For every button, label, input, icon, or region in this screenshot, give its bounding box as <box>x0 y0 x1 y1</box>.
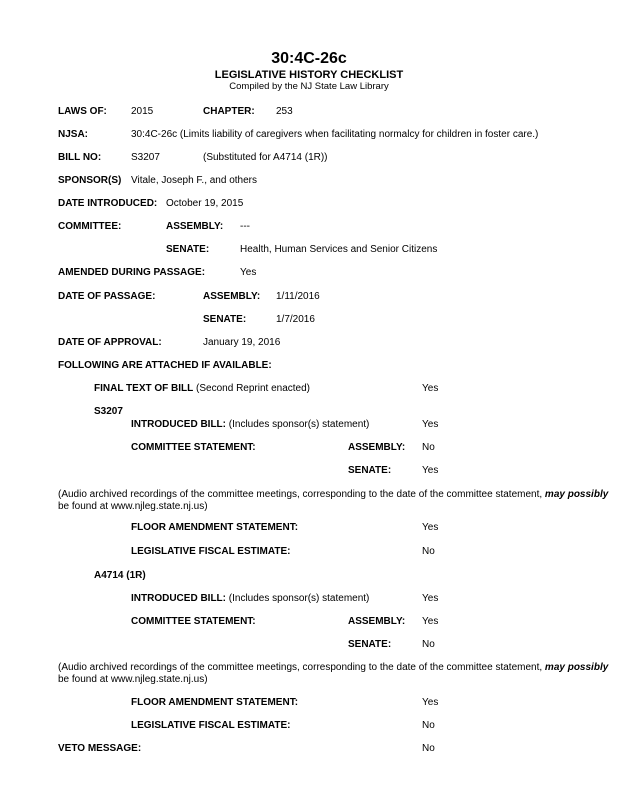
s3207-assembly-value: No <box>422 442 435 453</box>
s3207-fiscal-value: No <box>422 546 435 557</box>
s3207-audio-note-line1 <box>58 489 608 501</box>
s3207-senate-value: Yes <box>422 465 439 476</box>
compiled-by: Compiled by the NJ State Law Library <box>229 81 389 92</box>
a4714-senate-label: SENATE: <box>348 639 392 650</box>
amended-value: Yes <box>240 267 257 278</box>
a4714-audio-pre: (Audio archived recordings of the committee meetings, corresponding to the date of the committee statement, <box>58 662 545 673</box>
sponsors-value: Vitale, Joseph F., and others <box>131 175 258 186</box>
a4714-fiscal-value: No <box>422 720 435 731</box>
a4714-committee-label: COMMITTEE STATEMENT: <box>131 616 256 627</box>
approval-label: DATE OF APPROVAL: <box>58 337 162 348</box>
approval-value: January 19, 2016 <box>203 337 281 348</box>
a4714-audio-note-line1 <box>58 662 608 674</box>
laws-of-label: LAWS OF: <box>58 106 107 117</box>
chapter-label: CHAPTER: <box>203 106 255 117</box>
s3207-audio-pre: (Audio archived recordings of the committee meetings, corresponding to the date of the committee statement, <box>58 489 545 500</box>
bill-no-note: (Substituted for A4714 (1R)) <box>203 152 328 163</box>
s3207-introduced-row <box>131 419 369 431</box>
passage-assembly-label: ASSEMBLY: <box>203 291 261 302</box>
a4714-introduced-note: (Includes sponsor(s) statement) <box>228 593 370 604</box>
a4714-assembly-value: Yes <box>422 616 439 627</box>
chapter-value: 253 <box>276 106 293 117</box>
amended-label: AMENDED DURING PASSAGE: <box>58 267 206 278</box>
bill-no-label: BILL NO: <box>58 152 102 163</box>
s3207-audio-emphasis: may possibly <box>544 489 609 500</box>
passage-senate-value: 1/7/2016 <box>276 314 315 325</box>
passage-assembly-value: 1/11/2016 <box>276 291 320 302</box>
final-text-label: FINAL TEXT OF BILL <box>94 383 194 394</box>
a4714-fiscal-label: LEGISLATIVE FISCAL ESTIMATE: <box>131 720 291 731</box>
s3207-bill: S3207 <box>94 406 123 417</box>
a4714-introduced-label: INTRODUCED BILL: <box>131 593 226 604</box>
final-text-note: (Second Reprint enacted) <box>196 383 311 394</box>
a4714-audio-note-line2: be found at www.njleg.state.nj.us) <box>58 674 208 685</box>
s3207-floor-label: FLOOR AMENDMENT STATEMENT: <box>131 522 299 533</box>
s3207-introduced-label: INTRODUCED BILL: <box>131 419 226 430</box>
s3207-introduced-value: Yes <box>422 419 439 430</box>
final-text-value: Yes <box>422 383 439 394</box>
njsa-label: NJSA: <box>58 129 89 140</box>
bill-no-value: S3207 <box>131 152 160 163</box>
committee-senate-label: SENATE: <box>166 244 210 255</box>
s3207-audio-note-line2: be found at www.njleg.state.nj.us) <box>58 501 208 512</box>
page-title: 30:4C-26c <box>271 50 347 67</box>
s3207-committee-label: COMMITTEE STATEMENT: <box>131 442 256 453</box>
a4714-audio-emphasis: may possibly <box>544 662 609 673</box>
veto-value: No <box>422 743 435 754</box>
sponsors-label: SPONSOR(S) <box>58 175 122 186</box>
s3207-senate-label: SENATE: <box>348 465 392 476</box>
a4714-introduced-row <box>131 593 369 605</box>
a4714-introduced-value: Yes <box>422 593 439 604</box>
a4714-floor-label: FLOOR AMENDMENT STATEMENT: <box>131 697 299 708</box>
checklist-heading: LEGISLATIVE HISTORY CHECKLIST <box>214 69 404 81</box>
date-introduced-value: October 19, 2015 <box>166 198 244 209</box>
committee-assembly-value: --- <box>240 221 250 232</box>
committee-assembly-label: ASSEMBLY: <box>166 221 224 232</box>
passage-senate-label: SENATE: <box>203 314 247 325</box>
njsa-value: 30:4C-26c (Limits liability of caregivers when facilitating normalcy for children in foster care.) <box>131 129 539 140</box>
a4714-assembly-label: ASSEMBLY: <box>348 616 406 627</box>
passage-label: DATE OF PASSAGE: <box>58 291 156 302</box>
s3207-floor-value: Yes <box>422 522 439 533</box>
a4714-floor-value: Yes <box>422 697 439 708</box>
veto-label: VETO MESSAGE: <box>58 743 142 754</box>
committee-label: COMMITTEE: <box>58 221 122 232</box>
a4714-bill: A4714 (1R) <box>94 570 146 581</box>
s3207-fiscal-label: LEGISLATIVE FISCAL ESTIMATE: <box>131 546 291 557</box>
s3207-assembly-label: ASSEMBLY: <box>348 442 406 453</box>
a4714-senate-value: No <box>422 639 435 650</box>
final-text-row <box>94 383 310 395</box>
attached-heading: FOLLOWING ARE ATTACHED IF AVAILABLE: <box>58 360 272 371</box>
laws-of-value: 2015 <box>131 106 154 117</box>
s3207-introduced-note: (Includes sponsor(s) statement) <box>228 419 370 430</box>
committee-senate-value: Health, Human Services and Senior Citizens <box>240 244 438 255</box>
date-introduced-label: DATE INTRODUCED: <box>58 198 158 209</box>
